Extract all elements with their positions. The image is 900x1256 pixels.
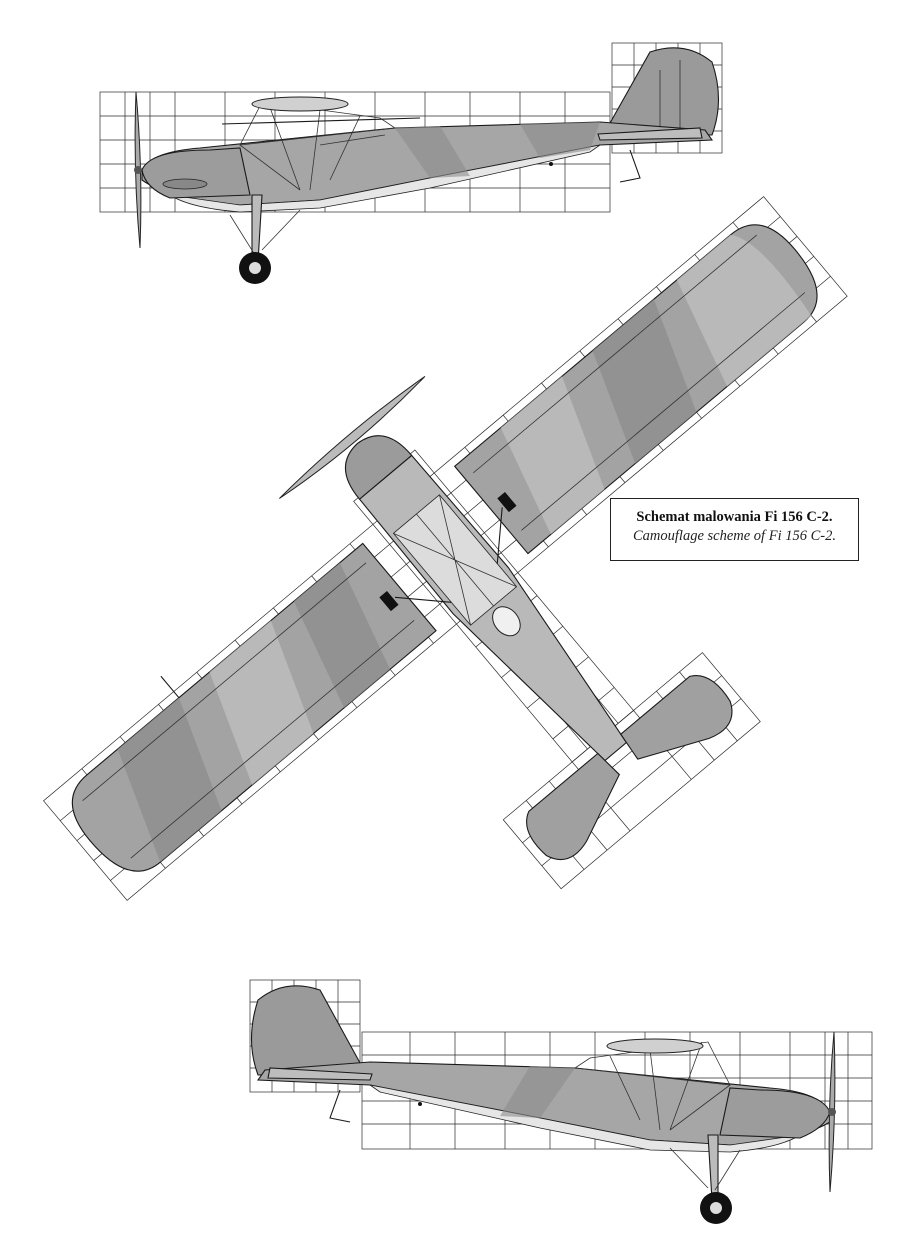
right-side-view bbox=[250, 980, 872, 1224]
tail-skid bbox=[620, 150, 640, 182]
engine-cowling bbox=[142, 148, 250, 198]
engine-cowling-right bbox=[720, 1088, 830, 1138]
caption-title: Schemat malowania Fi 156 C-2. bbox=[636, 509, 833, 525]
top-view bbox=[0, 132, 900, 1107]
wing-top-fairing bbox=[252, 97, 348, 111]
caption-box bbox=[610, 498, 859, 561]
top-view-tailplane bbox=[517, 752, 641, 870]
caption-subtitle: Camouflage scheme of Fi 156 C-2. bbox=[633, 528, 836, 544]
main-landing-gear-right bbox=[708, 1135, 718, 1200]
fin-rudder-right bbox=[252, 986, 366, 1075]
left-side-view bbox=[100, 43, 722, 284]
tail-skid-right bbox=[330, 1090, 350, 1122]
fin-rudder bbox=[605, 48, 719, 135]
